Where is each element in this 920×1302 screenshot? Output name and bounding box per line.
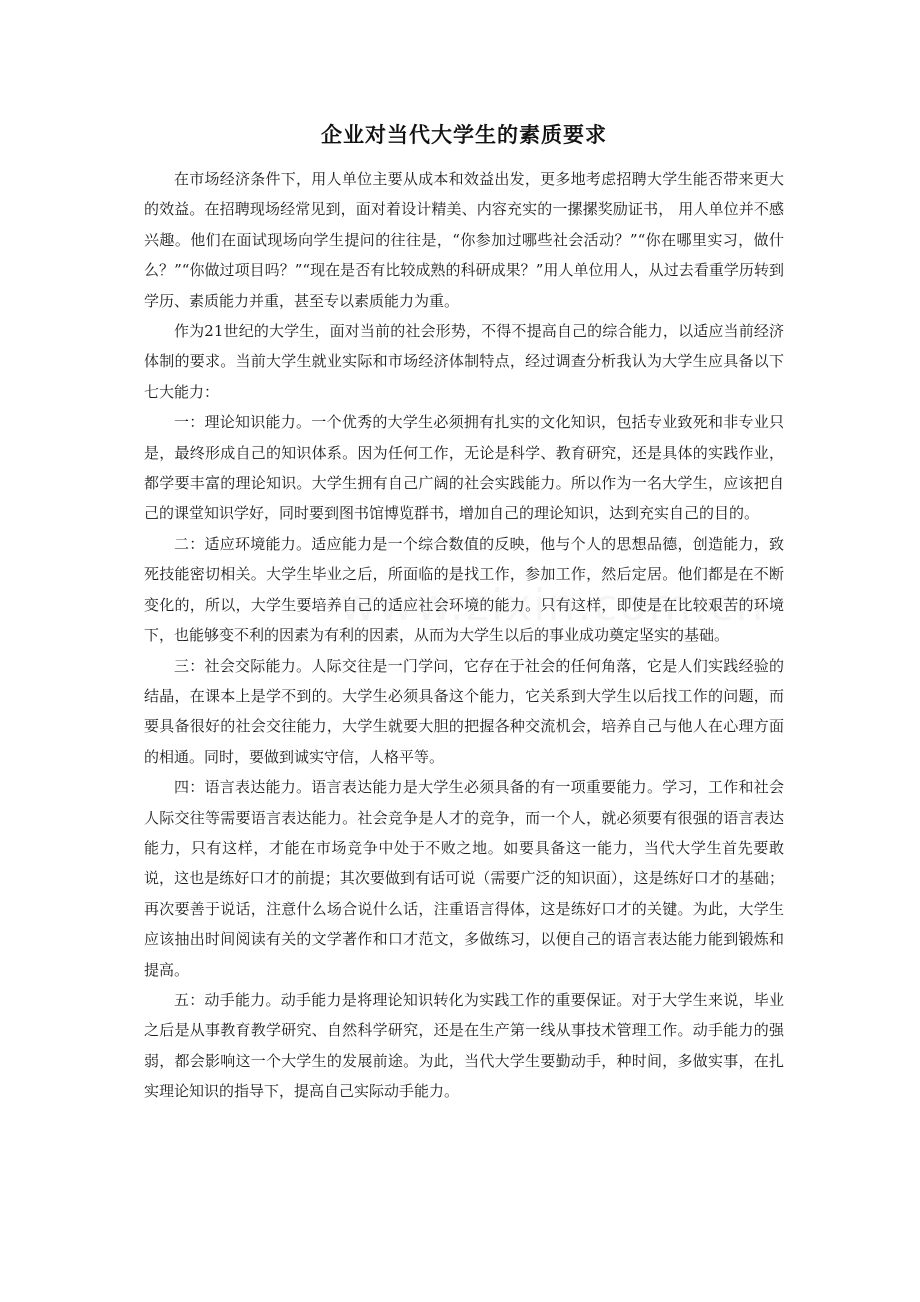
paragraph-intro: 在市场经济条件下，用人单位主要从成本和效益出发，更多地考虑招聘大学生能否带来更大的效益。在招聘现场经常见到，面对着设计精美、内容充实的一摞摞奖励证书， 用人单位并不感兴趣。他们在面试现场向学生提问的往往是，“你参加过哪些社会活动？”“你在哪里实习，做什么？”“你做过项目吗？”“现在是否有比较成熟的科研成果？”用人单位用人，从过去看重学历转到学历、素质能力并重，甚至专以素质能力为重。 <box>144 170 784 310</box>
paragraph-context: 作为21世纪的大学生，面对当前的社会形势，不得不提高自己的综合能力，以适应当前经济体制的要求。当前大学生就业实际和市场经济体制特点，经过调查分析我认为大学生应具备以下七大能力： <box>144 322 784 401</box>
document-body <box>144 118 784 1107</box>
paragraph-hands-on: 五：动手能力。动手能力是将理论知识转化为实践工作的重要保证。对于大学生来说，毕业之后是从事教育教学研究、自然科学研究，还是在生产第一线从事技术管理工作。动手能力的强弱，都会影响这一个大学生的发展前途。为此，当代大学生要勤动手，种时间，多做实事，在扎实理论知识的指导下，提高自己实际动手能力。 <box>144 990 784 1101</box>
paragraph-adaptability: 二：适应环境能力。适应能力是一个综合数值的反映，他与个人的思想品德，创造能力，致死技能密切相关。大学生毕业之后，所面临的是找工作，参加工作，然后定居。他们都是在不断变化的，所以，大学生要培养自己的适应社会环境的能力。只有这样，即使是在比较艰苦的环境下，也能够变不利的因素为有利的因素，从而为大学生以后的事业成功奠定坚实的基础。 <box>144 534 784 645</box>
paragraph-language-expression: 四：语言表达能力。语言表达能力是大学生必须具备的有一项重要能力。学习，工作和社会人际交往等需要语言表达能力。社会竞争是人才的竞争，而一个人，就必须要有很强的语言表达能力，只有这样，才能在市场竞争中处于不败之地。如要具备这一能力，当代大学生首先要敢说，这也是练好口才的前提；其次要做到有话可说（需要广泛的知识面），这是练好口才的基础；再次要善于说话，注意什么场合说什么话，注重语言得体，这是练好口才的关键。为此，大学生应该抽出时间阅读有关的文学著作和口才范文，多做练习，以便自己的语言表达能力能到锻炼和提高。 <box>144 778 784 979</box>
paragraph-theory-knowledge: 一：理论知识能力。一个优秀的大学生必须拥有扎实的文化知识，包括专业致死和非专业只是，最终形成自己的知识体系。因为任何工作，无论是科学、教育研究，还是具体的实践作业，都学要丰富的理论知识。大学生拥有自己广阔的社会实践能力。所以作为一名大学生，应该把自己的课堂知识学好，同时要到图书馆博览群书，增加自己的理论知识，达到充实自己的目的。 <box>144 413 784 523</box>
document-title: 企业对当代大学生的素质要求 <box>321 123 607 147</box>
paragraph-social-skills: 三：社会交际能力。人际交往是一门学问，它存在于社会的任何角落，它是人们实践经验的结晶，在课本上是学不到的。大学生必须具备这个能力，它关系到大学生以后找工作的问题，而要具备很好的社会交往能力，大学生就要大胆的把握各种交流机会，培养自己与他人在心理方面的相通。同时，要做到诚实守信，人格平等。 <box>144 656 784 766</box>
